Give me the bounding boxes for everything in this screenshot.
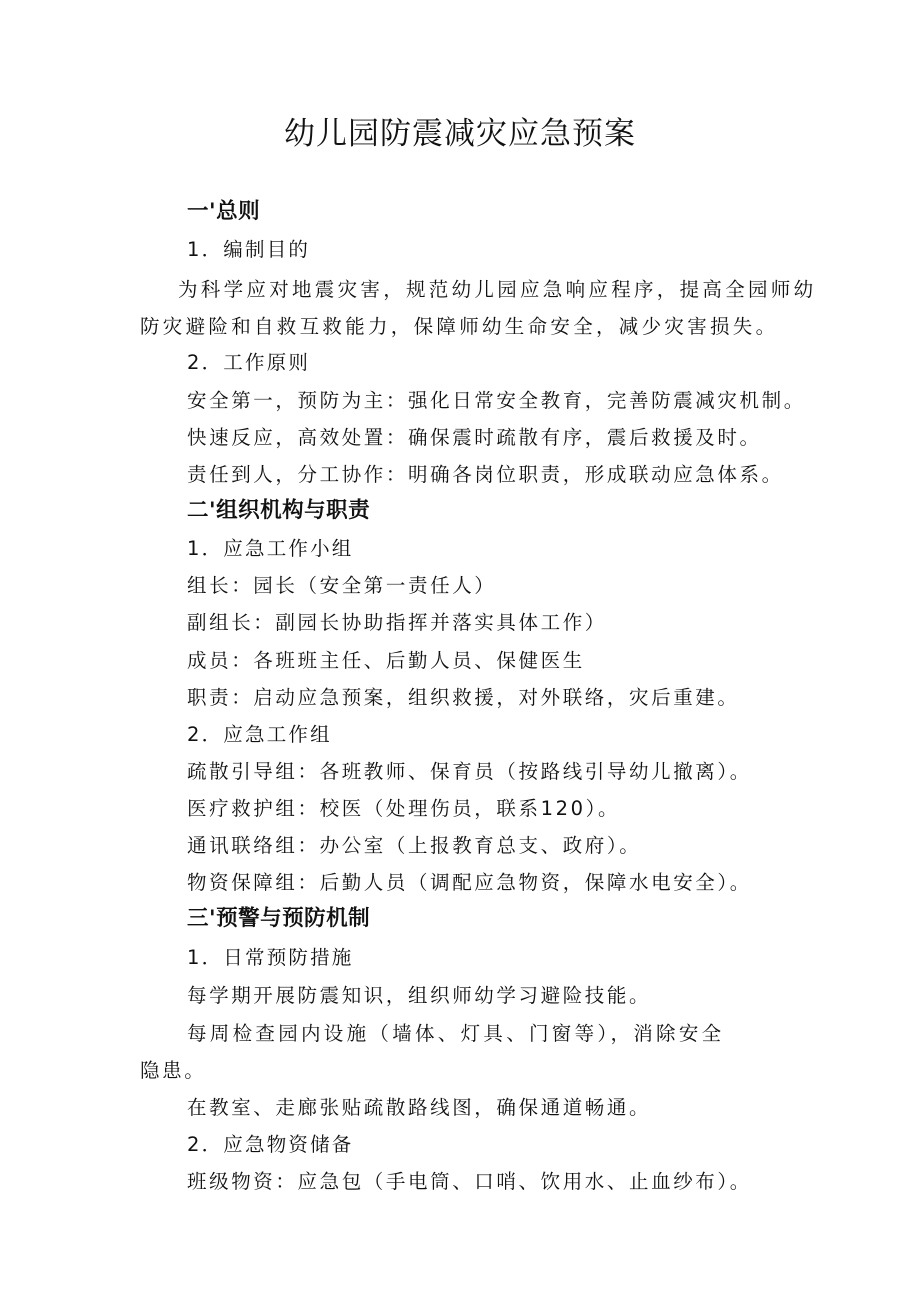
subheading-purpose: 1．编制目的 <box>187 238 311 261</box>
paragraph-line: 快速反应，高效处置：确保震时疏散有序，震后救援及时。 <box>187 426 762 449</box>
section-heading-general: 一'总则 <box>187 199 261 224</box>
paragraph-line: 通讯联络组：办公室（上报教育总支、政府）。 <box>187 834 642 857</box>
paragraph-line: 每周检查园内设施（墙体、灯具、门窗等），消除安全 <box>187 1022 725 1045</box>
paragraph-line: 副组长：副园长协助指挥并落实具体工作） <box>187 611 607 634</box>
paragraph-line: 在教室、走廊张贴疏散路线图，确保通道畅通。 <box>187 1096 652 1119</box>
subheading-principles: 2．工作原则 <box>187 351 311 374</box>
paragraph-line: 疏散引导组：各班教师、保育员（按路线引导幼儿撤离）。 <box>187 760 752 783</box>
section-heading-organization: 二'组织机构与职责 <box>187 498 371 523</box>
section-heading-prevention: 三'预警与预防机制 <box>187 906 371 931</box>
subheading-team: 1．应急工作小组 <box>187 537 354 560</box>
paragraph-line: 安全第一，预防为主：强化日常安全教育，完善防震减灾机制。 <box>187 389 806 412</box>
paragraph-line: 成员：各班班主任、后勤人员、保健医生 <box>187 649 585 672</box>
subheading-groups: 2．应急工作组 <box>187 723 332 746</box>
paragraph-line: 物资保障组：后勤人员（调配应急物资，保障水电安全）。 <box>187 871 752 894</box>
paragraph-line: 隐患。 <box>140 1059 207 1082</box>
paragraph-line: 防灾避险和自救互救能力，保障师幼生命安全，减少灾害损失。 <box>140 315 779 338</box>
paragraph-line: 职责：启动应急预案，组织救援，对外联络，灾后重建。 <box>187 686 740 709</box>
paragraph-line: 组长：园长（安全第一责任人） <box>187 574 497 597</box>
paragraph-line: 每学期开展防震知识，组织师幼学习避险技能。 <box>187 984 652 1007</box>
paragraph-line: 医疗救护组：校医（处理伤员，联系120）。 <box>187 797 621 820</box>
subheading-daily-measures: 1．日常预防措施 <box>187 946 354 969</box>
paragraph-line: 为科学应对地震灾害，规范幼儿园应急响应程序，提高全园师幼 <box>178 278 817 301</box>
paragraph-line: 班级物资：应急包（手电筒、口哨、饮用水、止血纱布）。 <box>187 1170 752 1193</box>
paragraph-line: 责任到人，分工协作：明确各岗位职责，形成联动应急体系。 <box>187 463 784 486</box>
subheading-supplies: 2．应急物资储备 <box>187 1133 354 1156</box>
document-title: 幼儿园防震减灾应急预案 <box>284 116 636 152</box>
